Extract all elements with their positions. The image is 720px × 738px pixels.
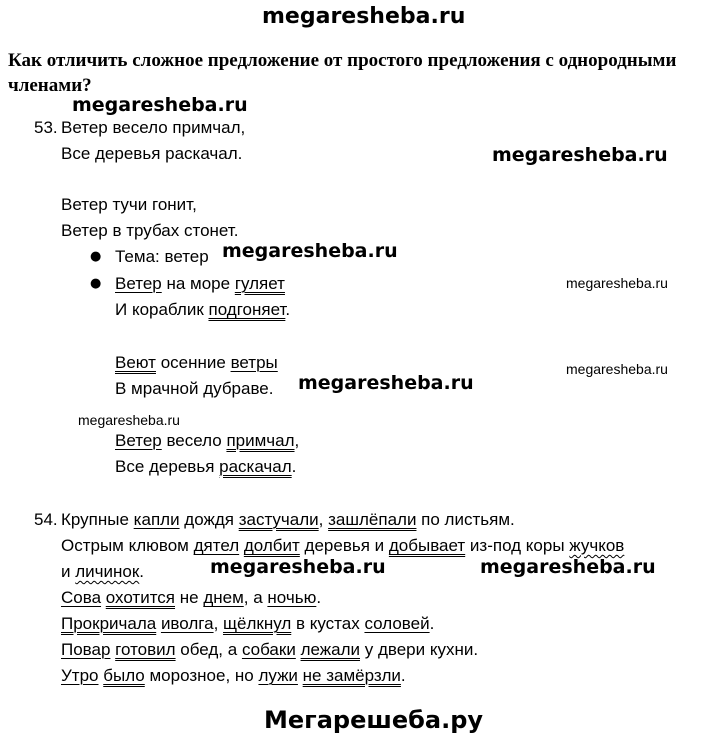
question-heading: Как отличить сложное предложение от простого предложения с однородными членами?	[8, 50, 677, 96]
watermark: megaresheba.ru	[210, 556, 386, 578]
watermark: megaresheba.ru	[492, 144, 668, 166]
sentence-line: Утро было морозное, но лужи не замёрзли.	[61, 666, 406, 685]
predicate: раскачал	[219, 457, 292, 476]
theme-line: Тема: ветер	[115, 247, 209, 266]
predicate: гуляет	[234, 274, 285, 293]
watermark: megaresheba.ru	[222, 240, 398, 262]
sentence-line: Веют осенние ветры	[115, 353, 278, 372]
watermark: megaresheba.ru	[78, 412, 180, 428]
sentence-line: И кораблик подгоняет.	[115, 300, 291, 319]
sentence-line: Повар готовил обед, а собаки лежали у двери кухни.	[61, 640, 479, 659]
predicate: подгоняет	[208, 300, 286, 319]
bullet-icon: ●	[90, 249, 102, 264]
poem-line: Все деревья раскачал.	[61, 144, 243, 163]
poem-line: Ветер в трубах стонет.	[61, 221, 239, 240]
sentence-line: Ветер на море гуляет	[115, 274, 285, 293]
sentence-line: Ветер весело примчал,	[115, 431, 300, 450]
sentence-line: Сова охотится не днем, а ночью.	[61, 588, 322, 607]
exercise-number: 54.	[34, 510, 58, 529]
watermark: megaresheba.ru	[480, 556, 656, 578]
subject: Ветер	[115, 431, 162, 450]
poem-line: Ветер весело примчал,	[61, 118, 246, 137]
subject: ветры	[230, 353, 278, 372]
watermark: megaresheba.ru	[566, 275, 668, 291]
watermark: megaresheba.ru	[72, 94, 248, 116]
bullet-icon: ●	[90, 276, 102, 291]
subject: Ветер	[115, 274, 162, 293]
exercise-number: 53.	[34, 118, 58, 137]
sentence-line: Все деревья раскачал.	[115, 457, 297, 476]
header-watermark: megaresheba.ru	[262, 4, 466, 29]
predicate: примчал	[226, 431, 295, 450]
sentence-line: Крупные капли дождя застучали, зашлёпали по листьям.	[61, 510, 515, 529]
sentence-line: В мрачной дубраве.	[115, 379, 274, 398]
footer-watermark: Мегарешеба.ру	[264, 706, 484, 734]
watermark: megaresheba.ru	[298, 372, 474, 394]
poem-line: Ветер тучи гонит,	[61, 195, 197, 214]
predicate: Веют	[115, 353, 156, 372]
watermark: megaresheba.ru	[566, 361, 668, 377]
sentence-line: Острым клювом дятел долбит деревья и добывает из-под коры жучков	[61, 536, 625, 555]
sentence-line: Прокричала иволга, щёлкнул в кустах соловей.	[61, 614, 435, 633]
sentence-line: и личинок.	[61, 562, 145, 581]
